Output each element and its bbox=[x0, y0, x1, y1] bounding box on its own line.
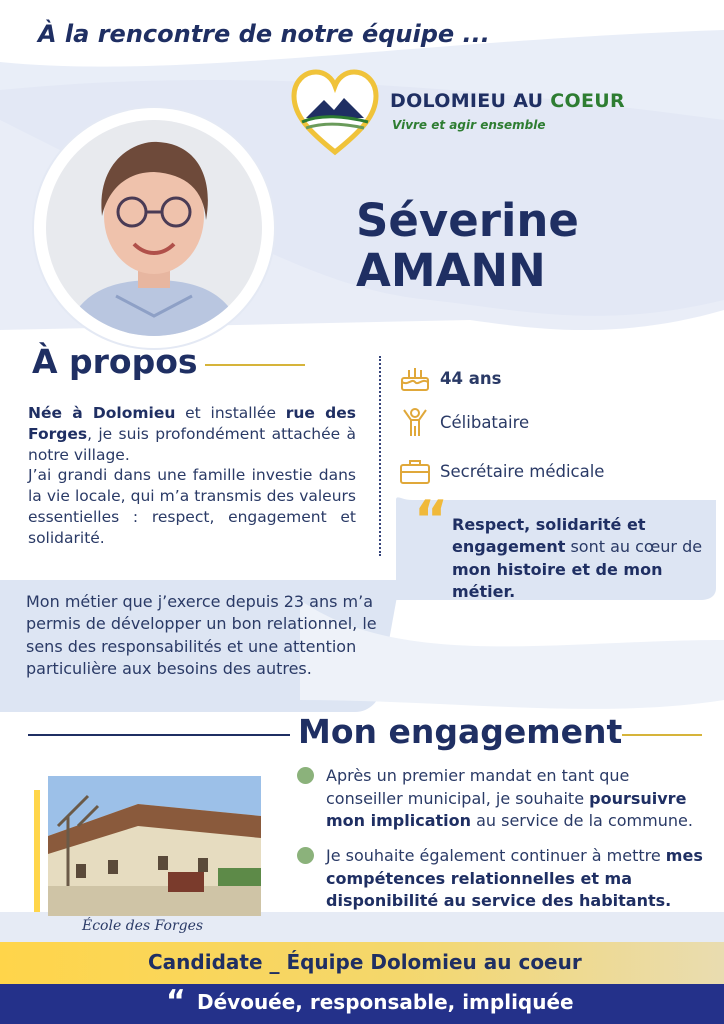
item1-text-2: au service de la commune. bbox=[471, 811, 693, 831]
info-age bbox=[398, 362, 501, 394]
engagement-right-line bbox=[622, 734, 702, 736]
engagement-item-1-text bbox=[326, 765, 707, 833]
quote-text-1: sont au cœur de bbox=[565, 537, 703, 557]
engagement-left-line bbox=[28, 734, 290, 736]
person-name bbox=[356, 196, 579, 297]
item2-bold-1: mes compétences relationnelles et ma disponibilité au service des habitants. bbox=[326, 846, 703, 911]
engagement-item-2 bbox=[297, 845, 707, 913]
heart-logo-icon bbox=[290, 68, 380, 158]
bio-bold-birthplace: Née à Dolomieu bbox=[28, 404, 176, 422]
brand-name-part2: COEUR bbox=[550, 90, 625, 112]
info-profession bbox=[398, 455, 604, 487]
green-bullet-icon bbox=[297, 767, 314, 784]
motto-banner bbox=[0, 984, 724, 1024]
quote-mark-icon: “ bbox=[414, 490, 449, 550]
motto-text: Dévouée, responsable, impliquée bbox=[197, 990, 574, 1014]
engagement-title: Mon engagement bbox=[298, 712, 623, 751]
item1-bold-1: poursuivre mon implication bbox=[326, 788, 687, 831]
brand-name-part1: DOLOMIEU AU bbox=[390, 90, 551, 112]
birthday-cake-icon bbox=[398, 362, 432, 394]
brand-name bbox=[390, 90, 625, 112]
engagement-item-1 bbox=[297, 765, 707, 833]
candidate-banner bbox=[0, 942, 724, 984]
about-title: À propos bbox=[32, 342, 198, 381]
page-header-title: À la rencontre de notre équipe ... bbox=[38, 20, 490, 48]
item1-text-1: Après un premier mandat en tant que conseiller municipal, je souhaite bbox=[326, 766, 630, 808]
motto-quote-mark-icon: “ bbox=[166, 984, 186, 1019]
about-job: Mon métier que j’exerce depuis 23 ans m’a permis de développer un bon relationnel, le sens des responsabilités et une attention particulière aux besoins des autres. bbox=[26, 592, 377, 679]
last-name: AMANN bbox=[356, 244, 546, 298]
about-title-underline bbox=[205, 364, 305, 366]
first-name: Séverine bbox=[356, 194, 579, 247]
about-bio bbox=[28, 403, 356, 548]
engagement-item-2-text bbox=[326, 845, 707, 913]
bio-text-1: et installée bbox=[175, 404, 286, 422]
age-value: 44 ans bbox=[440, 368, 502, 388]
item2-text-1: Je souhaite également continuer à mettre bbox=[326, 846, 666, 865]
green-bullet-icon bbox=[297, 847, 314, 864]
candidate-banner-text: Candidate _ Équipe Dolomieu au coeur bbox=[148, 950, 582, 974]
portrait-photo bbox=[46, 120, 262, 336]
status-value: Célibataire bbox=[440, 412, 530, 432]
brand-tagline: Vivre et agir ensemble bbox=[392, 118, 546, 132]
quote-bold-2: mon histoire et de mon métier. bbox=[452, 559, 663, 602]
briefcase-icon bbox=[398, 455, 432, 487]
bio-bold-street: rue des Forges bbox=[28, 404, 356, 443]
profession-value: Secrétaire médicale bbox=[440, 461, 605, 481]
person-cheering-icon bbox=[398, 406, 432, 438]
bio-paragraph-1 bbox=[28, 403, 356, 465]
dotted-separator bbox=[379, 356, 381, 556]
school-caption: École des Forges bbox=[82, 918, 204, 934]
highlight-quote bbox=[452, 514, 714, 604]
school-photo bbox=[48, 776, 261, 916]
bio-text-2: , je suis profondément attachée à notre village. bbox=[28, 424, 356, 464]
quote-bold-1: Respect, solidarité et engagement bbox=[452, 515, 646, 557]
info-status bbox=[398, 406, 529, 438]
bio-paragraph-2: J’ai grandi dans une famille investie dans la vie locale, qui m’a transmis des valeurs essentielles : respect, engagement et solidarité. bbox=[28, 466, 356, 547]
